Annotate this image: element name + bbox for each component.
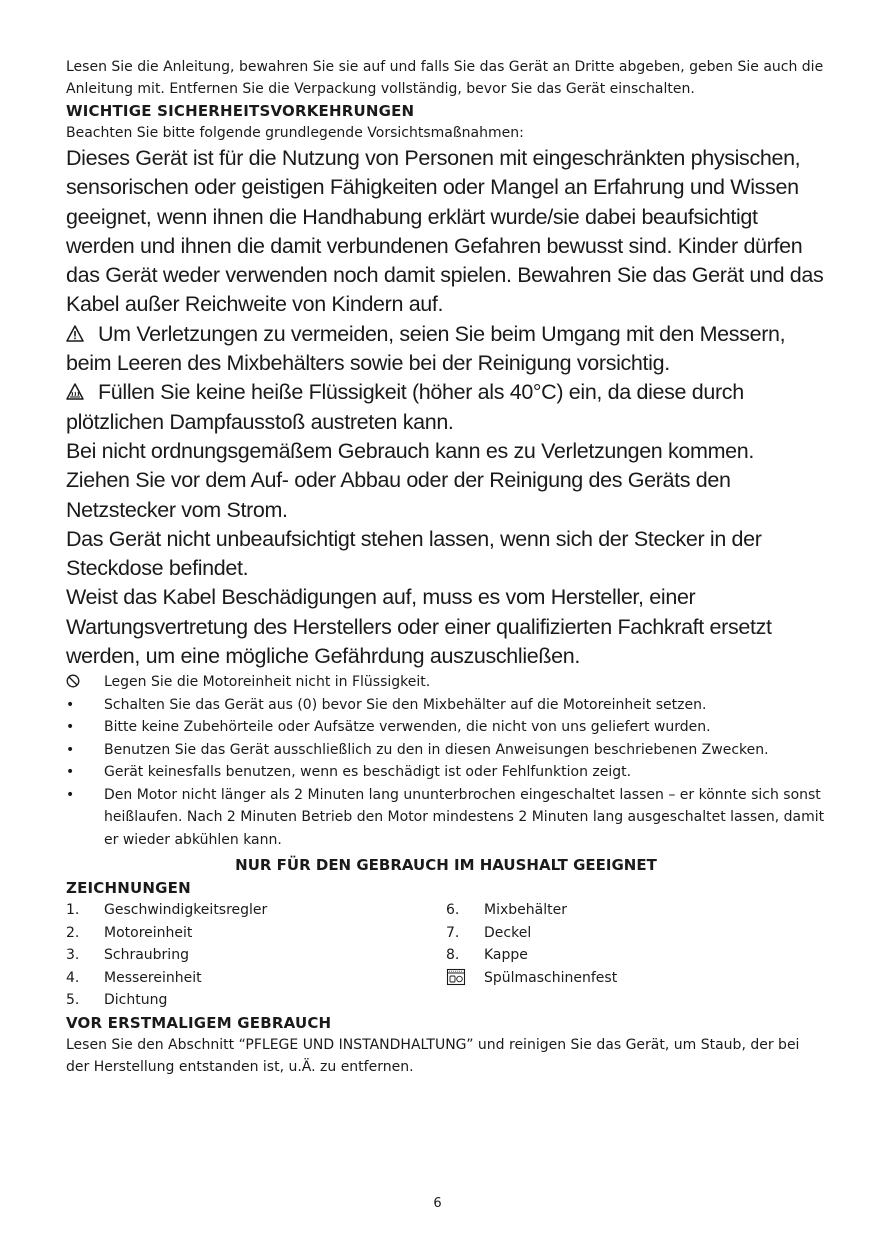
safety-para-3: Ziehen Sie vor dem Auf- oder Abbau oder der Reinigung des Geräts den Netzstecker vom Strom. [66, 468, 731, 522]
first-use-text: Lesen Sie den Abschnitt “PFLEGE UND INSTANDHALTUNG” und reinigen Sie das Gerät, um Staub, der bei der Herstellung entstanden ist, u.Ä. zu entfernen. [66, 1036, 800, 1075]
prohibited-icon [66, 673, 80, 687]
bullet-item: • Schalten Sie das Gerät aus (0) bevor Sie den Mixbehälter auf die Motoreinheit setzen. [66, 694, 826, 717]
page-number: 6 [433, 1196, 442, 1211]
bullet-mark: • [66, 786, 75, 803]
bullet-item: • Bitte keine Zubehörteile oder Aufsätze verwenden, die nicht von uns geliefert wurden. [66, 716, 826, 739]
safety-para-1: Dieses Gerät ist für die Nutzung von Personen mit eingeschränkten physischen, sensorischen oder geistigen Fähigkeiten oder Mangel an Erfahrung und Wissen geeignet, wenn ihnen die Handhabung erklärt wurde/sie dabei beaufsichtigt werden und ihnen die damit verbundenen Gefahren bewusst sind. Kinder dürfen das Gerät weder verwenden noch damit spielen. Bewahren Sie das Gerät und das Kabel außer Reichweite von Kindern auf. [66, 146, 824, 317]
safety-lead: Beachten Sie bitte folgende grundlegende Vorsichtsmaßnahmen: [66, 125, 524, 141]
household-only-notice: NUR FÜR DEN GEBRAUCH IM HAUSHALT GEEIGNET [235, 856, 657, 875]
bullet-item: Legen Sie die Motoreinheit nicht in Flüssigkeit. [66, 671, 826, 694]
warning-hot-liquid-text: Füllen Sie keine heiße Flüssigkeit (höher als 40°C) ein, da diese durch plötzlichen Dampfausstoß austreten kann. [66, 380, 744, 434]
warning-knives [66, 320, 826, 379]
bullet-mark: • [66, 719, 75, 736]
bullet-mark: • [66, 764, 75, 781]
safety-heading: WICHTIGE SICHERHEITSVORKEHRUNGEN [66, 102, 415, 120]
drawings-column-right [446, 899, 826, 1012]
first-use-heading: VOR ERSTMALIGEM GEBRAUCH [66, 1013, 332, 1032]
warning-hot-liquid [66, 378, 826, 437]
dishwasher-safe-icon [446, 968, 466, 986]
drawing-item: Spülmaschinenfest [446, 967, 826, 990]
drawing-item: 2. Motoreinheit [66, 924, 193, 941]
bullet-item: • Den Motor nicht länger als 2 Minuten lang ununterbrochen eingeschaltet lassen – er könnte sich sonst heißlaufen. Nach 2 Minuten Betrieb den Motor mindestens 2 Minuten lang ausgeschaltet lassen, damit er wieder abkühlen kann. [66, 784, 826, 852]
safety-para-4: Das Gerät nicht unbeaufsichtigt stehen lassen, wenn sich der Stecker in der Steckdose befindet. [66, 526, 762, 581]
drawing-item: 6. Mixbehälter [446, 902, 567, 919]
intro-text: Lesen Sie die Anleitung, bewahren Sie sie auf und falls Sie das Gerät an Dritte abgeben, geben Sie auch die Anleitung mit. Entfernen Sie die Verpackung vollständig, bevor Sie das Gerät einschalten. [66, 59, 824, 97]
drawing-item: 5. Dichtung [66, 992, 168, 1009]
drawing-item: 4. Messereinheit [66, 969, 202, 986]
hot-surface-warning-icon [66, 383, 84, 400]
bullet-mark: • [66, 741, 75, 758]
bullet-item: • Benutzen Sie das Gerät ausschließlich zu den in diesen Anweisungen beschriebenen Zwecken. [66, 739, 826, 762]
drawing-item: 7. Deckel [446, 924, 532, 941]
drawing-item: 8. Kappe [446, 947, 528, 964]
safety-para-5: Weist das Kabel Beschädigungen auf, muss es vom Hersteller, einer Wartungsvertretung des Herstellers oder einer qualifizierten Fachkraft ersetzt werden, um eine mögliche Gefährdung auszuschließen. [66, 585, 772, 669]
page-content [66, 56, 826, 1078]
bullet-mark: • [66, 696, 75, 713]
safety-bullet-list [66, 671, 826, 851]
drawings-list [66, 899, 826, 1012]
safety-para-2: Bei nicht ordnungsgemäßem Gebrauch kann es zu Verletzungen kommen. [66, 438, 754, 463]
drawing-item: 3. Schraubring [66, 947, 189, 964]
warning-knives-text: Um Verletzungen zu vermeiden, seien Sie beim Umgang mit den Messern, beim Leeren des Mixbehälters sowie bei der Reinigung vorsichtig. [66, 321, 786, 376]
warning-triangle-icon [66, 325, 84, 342]
drawings-heading: ZEICHNUNGEN [66, 879, 191, 898]
bullet-item: • Gerät keinesfalls benutzen, wenn es beschädigt ist oder Fehlfunktion zeigt. [66, 761, 826, 784]
drawing-item: 1. Geschwindigkeitsregler [66, 902, 268, 919]
drawings-column-left [66, 899, 446, 1012]
